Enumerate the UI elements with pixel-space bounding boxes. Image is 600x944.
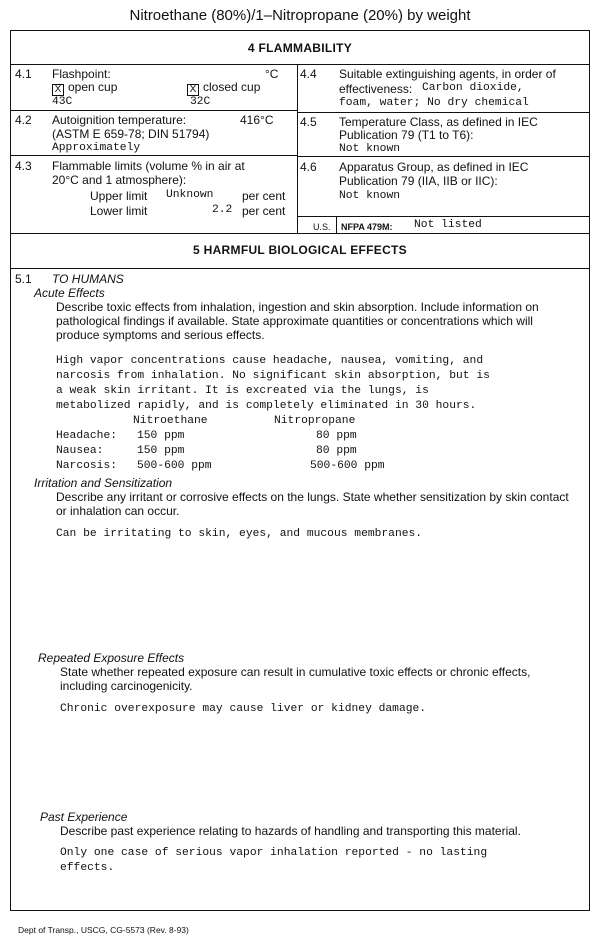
past-experience-instructions: Describe past experience relating to hazards of handling and transporting this material. [60,824,521,838]
s44-num: 4.4 [300,67,317,81]
s46-value: Not known [339,190,401,202]
frame-left [10,30,11,911]
section5-heading: 5 HARMFUL BIOLOGICAL EFFECTS [193,243,407,257]
frame-bottom [10,910,590,911]
past-line: effects. [60,862,115,874]
acute-line: a weak skin irritant. It is excreated via the lungs, is [56,385,429,397]
row-label-headache: Headache: [56,430,118,442]
s43-num: 4.3 [15,159,32,173]
irritation-instructions: Describe any irritant or corrosive effects on the lungs. State whether sensitization by skin contact or inhalation can occur. [56,490,569,518]
section5-heading-rule [10,268,590,269]
section4-column-divider [297,64,298,234]
to-humans-heading: TO HUMANS [52,272,124,286]
s42-standard: (ASTM E 659-78; DIN 51794) [52,127,210,141]
open-cup-checkbox[interactable]: X [52,84,64,96]
s43-line2: 20°C and 1 atmosphere): [52,173,187,187]
s42-note: Approximately [52,142,141,154]
s44-line3: foam, water; No dry chemical [339,97,529,109]
upper-limit-unit: per cent [242,189,286,203]
irritation-text: Can be irritating to skin, eyes, and mucous membranes. [56,528,423,540]
past-line: Only one case of serious vapor inhalation reported - no lasting [60,847,488,859]
closed-cup-option[interactable] [187,80,260,96]
s45-num: 4.5 [300,115,317,129]
row-label-nausea: Nausea: [56,445,104,457]
open-cup-option[interactable] [52,80,117,96]
s42-label: Autoignition temperature: [52,113,187,127]
col-nitropropane: Nitropropane [274,415,356,427]
frame-right [589,30,590,911]
lower-limit-value: 2.2 [212,204,233,216]
col-nitroethane: Nitroethane [133,415,208,427]
nfpa-value: Not listed [414,219,482,231]
row-nausea-nitropropane: 80 ppm [316,445,357,457]
upper-limit-label: Upper limit [90,189,148,203]
s46-line2: Publication 79 (IIA, IIB or IIC): [339,174,498,188]
repeated-exposure-heading: Repeated Exposure Effects [38,651,185,665]
s44-line1: Suitable extinguishing agents, in order of [339,67,556,81]
row-divider-4-6 [297,216,590,217]
irritation-heading: Irritation and Sensitization [34,476,173,490]
repeated-exposure-text: Chronic overexposure may cause liver or kidney damage. [60,703,427,715]
acute-line: metabolized rapidly, and is completely eliminated in 30 hours. [56,400,477,412]
past-experience-heading: Past Experience [40,810,128,824]
nfpa-us-label: U.S. [313,222,331,232]
row-divider-4-1 [10,110,298,111]
repeated-exposure-instructions: State whether repeated exposure can result in cumulative toxic effects or chronic effects, including carcinogenicity. [60,665,531,693]
s41-num: 4.1 [15,67,32,81]
row-headache-nitroethane: 150 ppm [137,430,185,442]
closed-cup-label: closed cup [203,80,261,94]
acute-line: narcosis from inhalation. No significant skin absorption, but is [56,370,490,382]
s46-line1: Apparatus Group, as defined in IEC [339,160,529,174]
s44-line2-value: Carbon dioxide, [422,82,524,94]
acute-line: High vapor concentrations cause headache, nausea, vomiting, and [56,355,484,367]
section4-heading: 4 FLAMMABILITY [247,41,353,55]
s46-num: 4.6 [300,160,317,174]
upper-limit-value: Unknown [166,189,214,201]
s45-line1: Temperature Class, as defined in IEC [339,115,538,129]
acute-effects-instructions: Describe toxic effects from inhalation, ingestion and skin absorption. Include information on pathological findings if available. State approximate quantities or concentrations which will produce symptoms and serious effects. [56,300,539,342]
s42-value: 416°C [240,113,274,127]
row-headache-nitropropane: 80 ppm [316,430,357,442]
closed-cup-value: 32C [190,96,211,108]
open-cup-value: 43C [52,96,73,108]
section4-bottom-rule [10,233,590,234]
s51-num: 5.1 [15,272,32,286]
nfpa-divider [336,216,337,234]
lower-limit-label: Lower limit [90,204,148,218]
row-narcosis-nitropropane: 500-600 ppm [310,460,385,472]
row-narcosis-nitroethane: 500-600 ppm [137,460,212,472]
closed-cup-checkbox[interactable]: X [187,84,199,96]
form-footer: Dept of Transp., USCG, CG-5573 (Rev. 8-93) [18,925,189,935]
s41-unit: °C [265,67,279,81]
document-title: Nitroethane (80%)/1–Nitropropane (20%) by weight [129,7,471,24]
open-cup-label: open cup [68,80,118,94]
s42-num: 4.2 [15,113,32,127]
s45-value: Not known [339,143,401,155]
row-nausea-nitroethane: 150 ppm [137,445,185,457]
row-divider-4-4 [297,112,590,113]
frame-top [10,30,590,31]
nfpa-label: NFPA 479M: [341,222,393,232]
section4-heading-rule [10,64,590,65]
s43-line1: Flammable limits (volume % in air at [52,159,245,173]
s41-label: Flashpoint: [52,67,111,81]
s44-line2-label: effectiveness: [339,82,413,96]
s45-line2: Publication 79 (T1 to T6): [339,128,474,142]
acute-effects-heading: Acute Effects [34,286,105,300]
past-experience-text [60,846,487,876]
acute-effects-text [56,354,490,414]
lower-limit-unit: per cent [242,204,286,218]
row-label-narcosis: Narcosis: [56,460,118,472]
